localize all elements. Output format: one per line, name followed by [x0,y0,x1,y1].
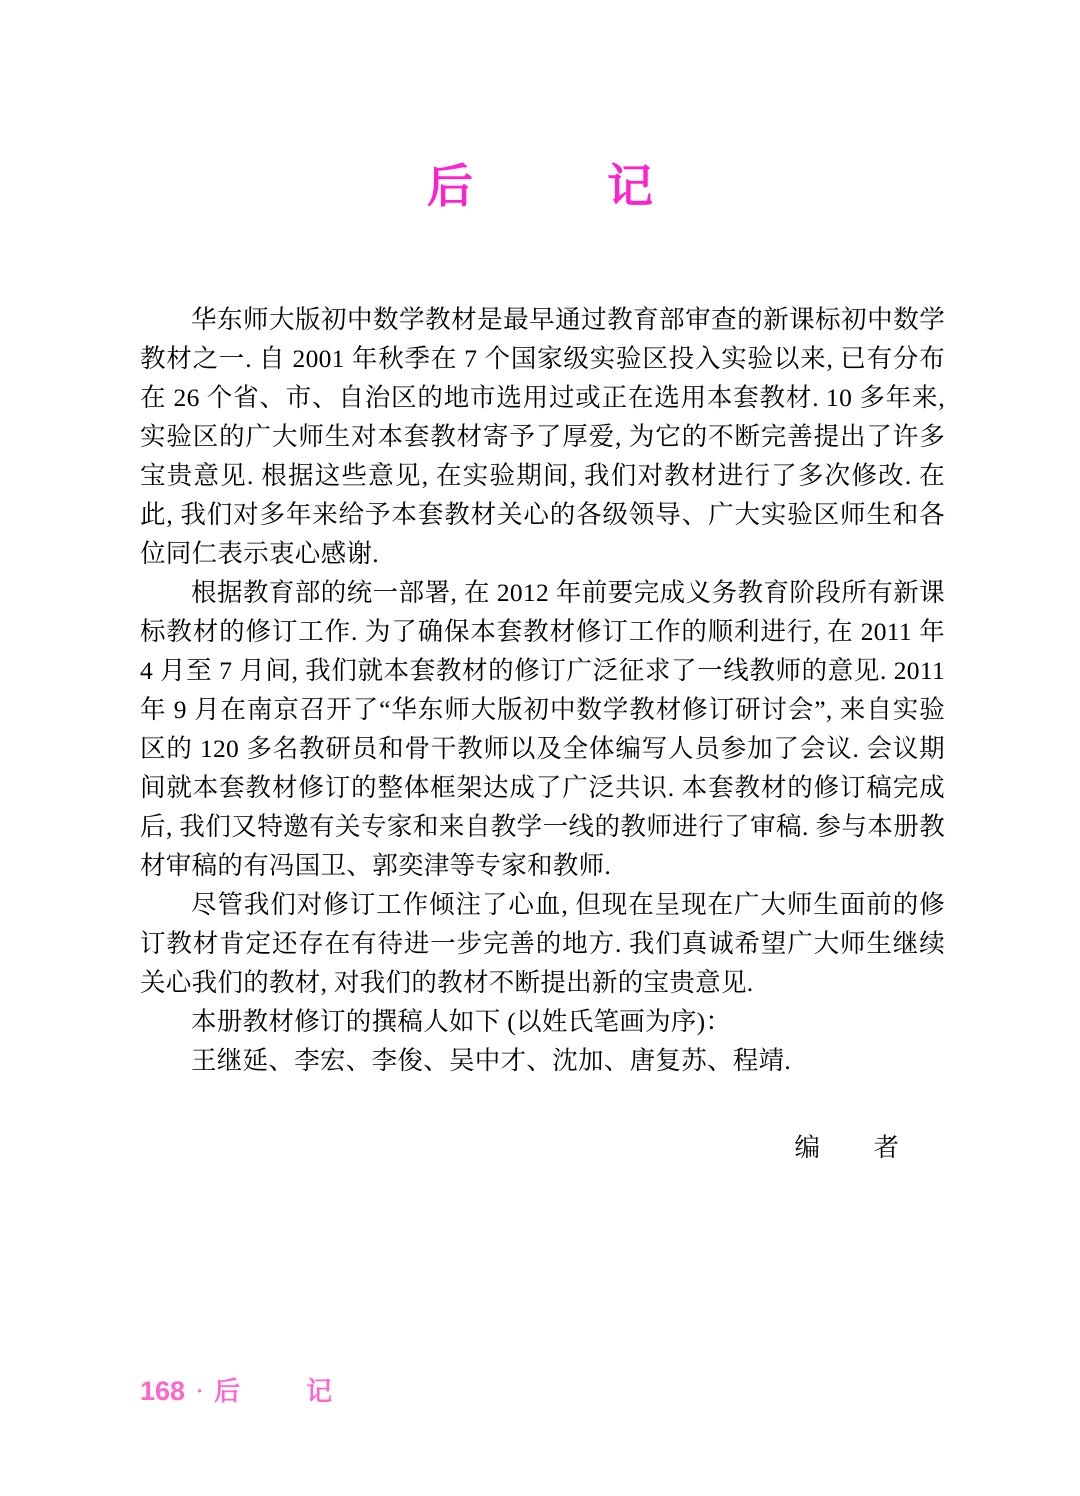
paragraph-4: 本册教材修订的撰稿人如下 (以姓氏笔画为序)： [191,1007,732,1036]
folio-page-number: 168 [140,1376,186,1406]
page-title: 后 记 [427,160,697,212]
paragraph-2: 根据教育部的统一部署, 在 2012 年前要完成义务教育阶段所有新课标教材的修订工作. 为了确保本套教材修订工作的顺利进行, 在 2011 年 4 月至 7 月间, 我们就本套教材的修订广泛征求了一线教师的意见. 2011 年 9 月在南京召开了“华东师大版初中数学教材修订研讨会”, 来自实验区的 120 多名教研员和骨干教师以及全体编写人员参加了会议. 会议期间就本套教材修订的整体框架达成了广泛共识. 本套教材的修订稿完成后, 我们又特邀有关专家和来自教学一线的教师进行了审稿. 参与本册教材审稿的有冯国卫、郭奕津等专家和教师. [140,578,945,880]
signature: 编 者 [794,1133,913,1162]
folio-label: 后 记 [214,1376,353,1406]
page-footer [140,1371,352,1408]
paragraph-5-contributors: 王继延、李宏、李俊、吴中才、沈加、唐复苏、程靖. [191,1046,792,1075]
body-text [140,300,945,1164]
paragraph-3: 尽管我们对修订工作倾注了心血, 但现在呈现在广大师生面前的修订教材肯定还存在有待进一步完善的地方. 我们真诚希望广大师生继续关心我们的教材, 对我们的教材不断提出新的宝贵意见. [140,890,945,997]
paragraph-1: 华东师大版初中数学教材是最早通过教育部审查的新课标初中数学教材之一. 自 2001 年秋季在 7 个国家级实验区投入实验以来, 已有分布在 26 个省、市、自治区的地市选用过或正在选用本套教材. 10 多年来, 实验区的广大师生对本套教材寄予了厚爱, 为它的不断完善提出了许多宝贵意见. 根据这些意见, 在实验期间, 我们对教材进行了多次修改. 在此, 我们对多年来给予本套教材关心的各级领导、广大实验区师生和各位同仁表示衷心感谢. [140,305,945,568]
folio-separator: · [195,1376,205,1406]
